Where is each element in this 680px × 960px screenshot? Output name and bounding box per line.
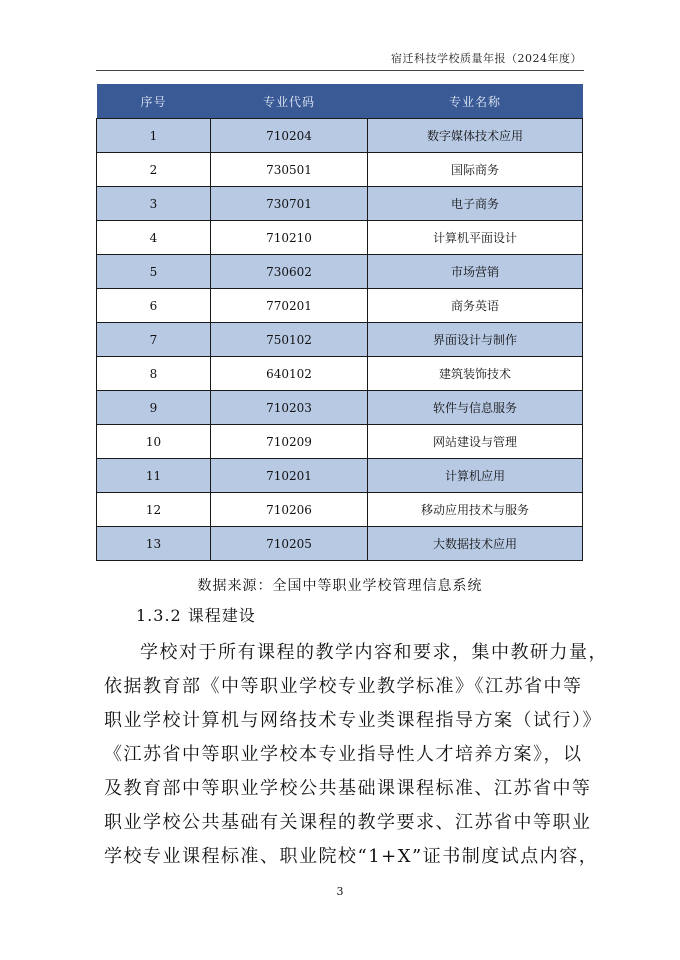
body-paragraph bbox=[104, 636, 608, 874]
table-row bbox=[97, 425, 583, 459]
table-row bbox=[97, 289, 583, 323]
cell-code: 710204 bbox=[211, 119, 368, 153]
cell-index: 12 bbox=[97, 493, 211, 527]
cell-index: 5 bbox=[97, 255, 211, 289]
cell-name: 电子商务 bbox=[368, 187, 583, 221]
paragraph-line: 学校专业课程标准、职业院校“1+X”证书制度试点内容， bbox=[104, 846, 599, 867]
table-row bbox=[97, 527, 583, 561]
table-row bbox=[97, 323, 583, 357]
cell-code: 710201 bbox=[211, 459, 368, 493]
cell-name: 网站建设与管理 bbox=[368, 425, 583, 459]
cell-index: 8 bbox=[97, 357, 211, 391]
table-row bbox=[97, 255, 583, 289]
column-header-index: 序号 bbox=[97, 84, 211, 119]
cell-name: 市场营销 bbox=[368, 255, 583, 289]
cell-index: 4 bbox=[97, 221, 211, 255]
paragraph-line: 职业学校公共基础有关课程的教学要求、江苏省中等职业 bbox=[104, 812, 592, 833]
cell-index: 6 bbox=[97, 289, 211, 323]
cell-code: 750102 bbox=[211, 323, 368, 357]
paragraph-line: 职业学校计算机与网络技术专业类课程指导方案（试行）》 bbox=[104, 710, 602, 731]
cell-index: 11 bbox=[97, 459, 211, 493]
table-row bbox=[97, 391, 583, 425]
cell-index: 9 bbox=[97, 391, 211, 425]
cell-name: 计算机应用 bbox=[368, 459, 583, 493]
table-row bbox=[97, 493, 583, 527]
cell-code: 770201 bbox=[211, 289, 368, 323]
paragraph-line: 学校对于所有课程的教学内容和要求，集中教研力量， bbox=[140, 642, 608, 663]
cell-name: 移动应用技术与服务 bbox=[368, 493, 583, 527]
cell-index: 2 bbox=[97, 153, 211, 187]
table-row bbox=[97, 153, 583, 187]
cell-code: 730501 bbox=[211, 153, 368, 187]
cell-index: 3 bbox=[97, 187, 211, 221]
cell-index: 7 bbox=[97, 323, 211, 357]
cell-code: 730602 bbox=[211, 255, 368, 289]
table-row bbox=[97, 221, 583, 255]
cell-index: 10 bbox=[97, 425, 211, 459]
table-body bbox=[97, 119, 583, 561]
cell-name: 软件与信息服务 bbox=[368, 391, 583, 425]
cell-name: 界面设计与制作 bbox=[368, 323, 583, 357]
paragraph-line: 《江苏省中等职业学校本专业指导性人才培养方案》，以 bbox=[104, 744, 583, 765]
cell-name: 国际商务 bbox=[368, 153, 583, 187]
paragraph-line: 依据教育部《中等职业学校专业教学标准》《江苏省中等 bbox=[104, 676, 583, 697]
cell-name: 商务英语 bbox=[368, 289, 583, 323]
column-header-name: 专业名称 bbox=[368, 84, 583, 119]
cell-code: 710209 bbox=[211, 425, 368, 459]
table-header-row bbox=[97, 84, 583, 119]
cell-name: 计算机平面设计 bbox=[368, 221, 583, 255]
cell-name: 数字媒体技术应用 bbox=[368, 119, 583, 153]
paragraph-line: 及教育部中等职业学校公共基础课课程标准、江苏省中等 bbox=[104, 778, 592, 799]
cell-code: 710210 bbox=[211, 221, 368, 255]
cell-index: 13 bbox=[97, 527, 211, 561]
page-number: 3 bbox=[336, 885, 344, 898]
running-header: 宿迁科技学校质量年报（2024年度） bbox=[391, 52, 582, 65]
cell-code: 710205 bbox=[211, 527, 368, 561]
section-heading: 1.3.2 课程建设 bbox=[136, 606, 256, 625]
source-note: 数据来源：全国中等职业学校管理信息系统 bbox=[197, 578, 483, 594]
cell-name: 大数据技术应用 bbox=[368, 527, 583, 561]
cell-code: 710206 bbox=[211, 493, 368, 527]
cell-code: 730701 bbox=[211, 187, 368, 221]
cell-code: 710203 bbox=[211, 391, 368, 425]
table-row bbox=[97, 459, 583, 493]
table-row bbox=[97, 119, 583, 153]
majors-table bbox=[96, 84, 583, 561]
cell-code: 640102 bbox=[211, 357, 368, 391]
cell-name: 建筑装饰技术 bbox=[368, 357, 583, 391]
column-header-code: 专业代码 bbox=[211, 84, 368, 119]
header-rule bbox=[96, 70, 584, 71]
table-row bbox=[97, 357, 583, 391]
table-row bbox=[97, 187, 583, 221]
cell-index: 1 bbox=[97, 119, 211, 153]
